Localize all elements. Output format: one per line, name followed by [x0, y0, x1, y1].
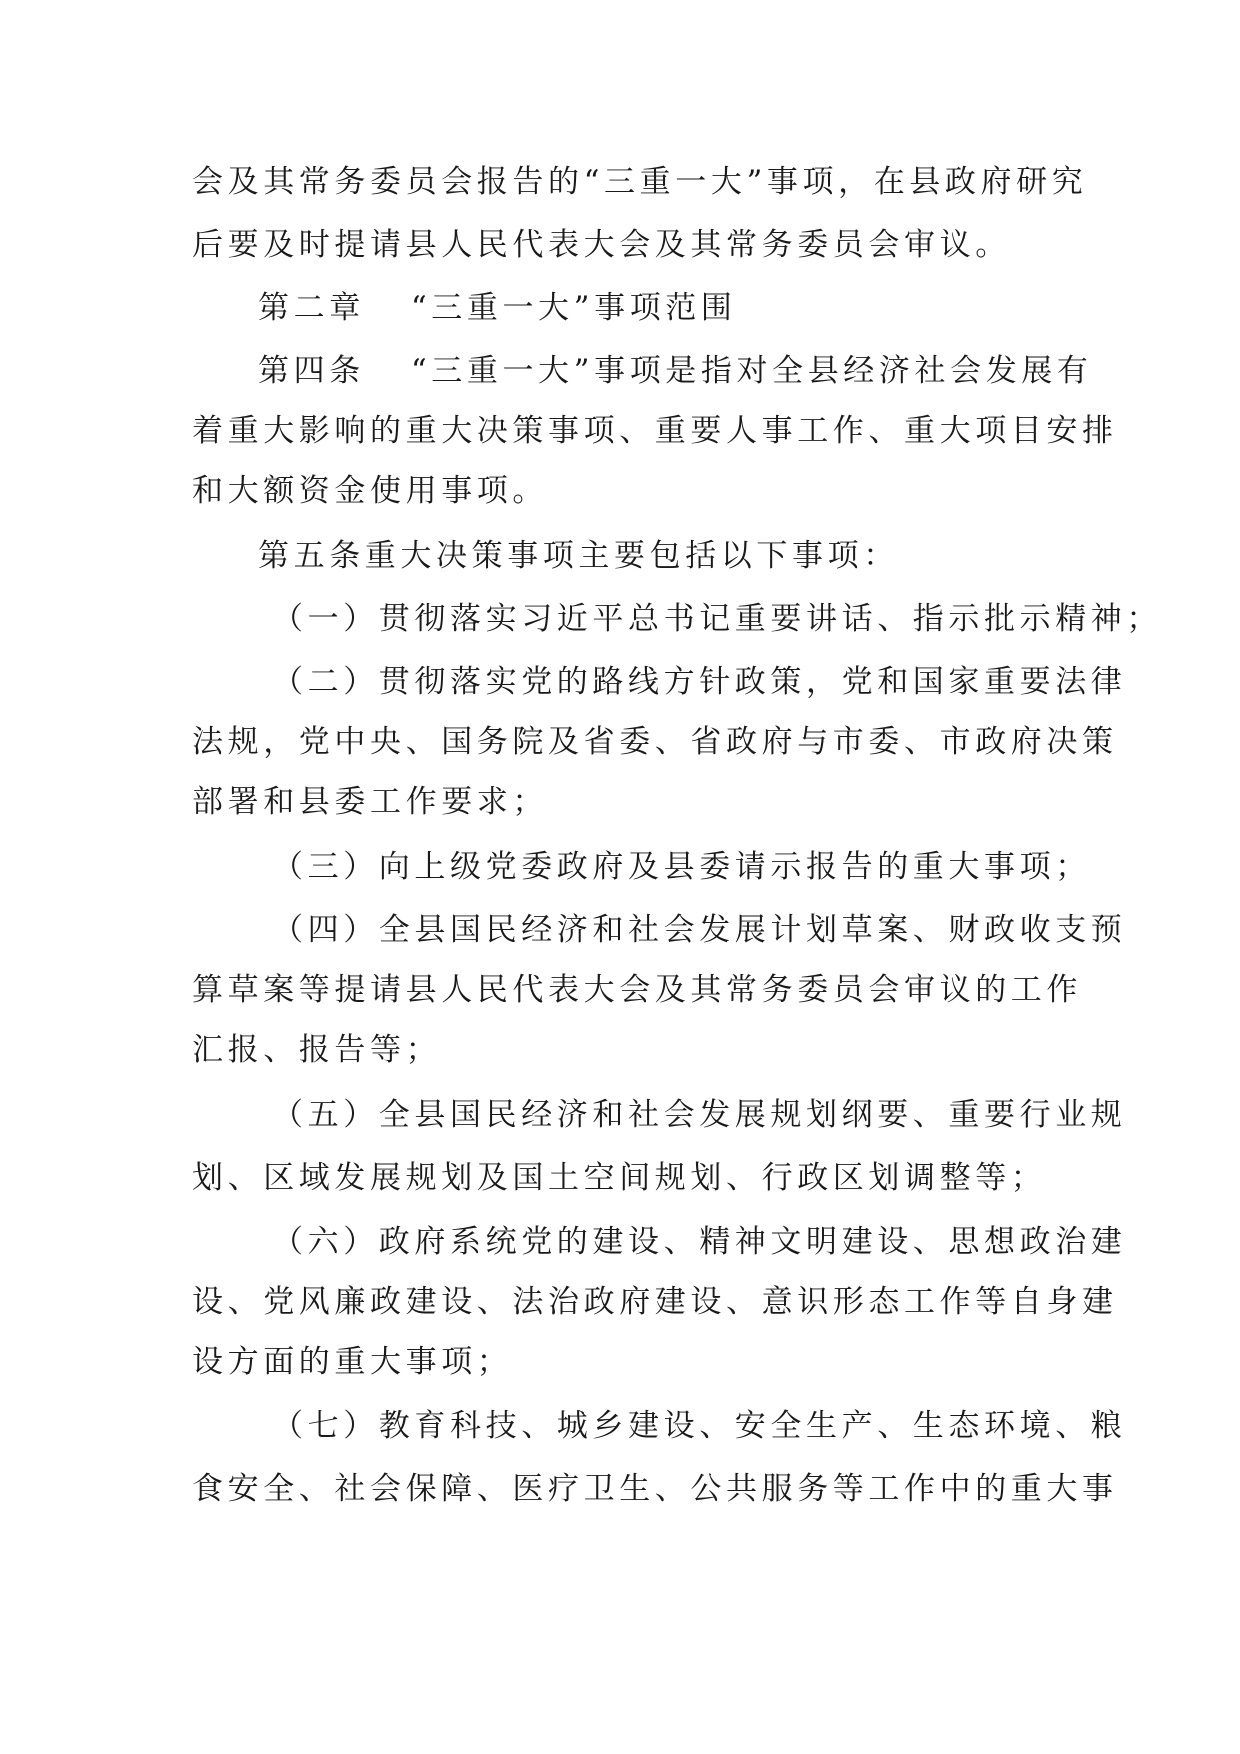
chapter-heading [258, 288, 1118, 328]
list-item: （二）贯彻落实党的路线方针政策，党和国家重要法律 [272, 664, 1127, 700]
article-number: 第四条 [258, 353, 365, 389]
body-text-line: 划、区域发展规划及国土空间规划、行政区划调整等； [192, 1160, 1047, 1196]
body-text-line: 汇报、报告等； [192, 1032, 442, 1068]
body-text-line: 算草案等提请县人民代表大会及其常务委员会审议的工作 [192, 972, 1082, 1008]
body-text-line: 食安全、社会保障、医疗卫生、公共服务等工作中的重大事 [192, 1471, 1118, 1507]
list-item: （四）全县国民经济和社会发展计划草案、财政收支预 [272, 912, 1127, 948]
list-item: （五）全县国民经济和社会发展规划纲要、重要行业规 [272, 1097, 1127, 1133]
list-item: （六）政府系统党的建设、精神文明建设、思想政治建 [272, 1224, 1127, 1260]
body-text-line: 部署和县委工作要求； [192, 784, 548, 820]
article-line [258, 351, 1118, 391]
body-text-line: 设方面的重大事项； [192, 1344, 513, 1380]
body-text-line: 和大额资金使用事项。 [192, 473, 548, 509]
list-item: （七）教育科技、城乡建设、安全生产、生态环境、粮 [272, 1408, 1127, 1444]
body-text-line: 设、党风廉政建设、法治政府建设、意识形态工作等自身建 [192, 1284, 1118, 1320]
body-text-line: 法规，党中央、国务院及省委、省政府与市委、市政府决策 [192, 724, 1118, 760]
list-item: （三）向上级党委政府及县委请示报告的重大事项； [272, 849, 1091, 885]
article-line: 第五条重大决策事项主要包括以下事项： [258, 538, 899, 574]
chapter-title: “三重一大”事项范围 [410, 290, 737, 326]
body-text-line: 会及其常务委员会报告的“三重一大”事项，在县政府研究 [192, 164, 1088, 200]
body-text-line: 着重大影响的重大决策事项、重要人事工作、重大项目安排 [192, 413, 1118, 449]
chapter-number: 第二章 [258, 290, 365, 326]
body-text-line: 后要及时提请县人民代表大会及其常务委员会审议。 [192, 227, 1011, 263]
list-item: （一）贯彻落实习近平总书记重要讲话、指示批示精神； [272, 601, 1162, 637]
article-text: “三重一大”事项是指对全县经济社会发展有 [410, 353, 1093, 389]
